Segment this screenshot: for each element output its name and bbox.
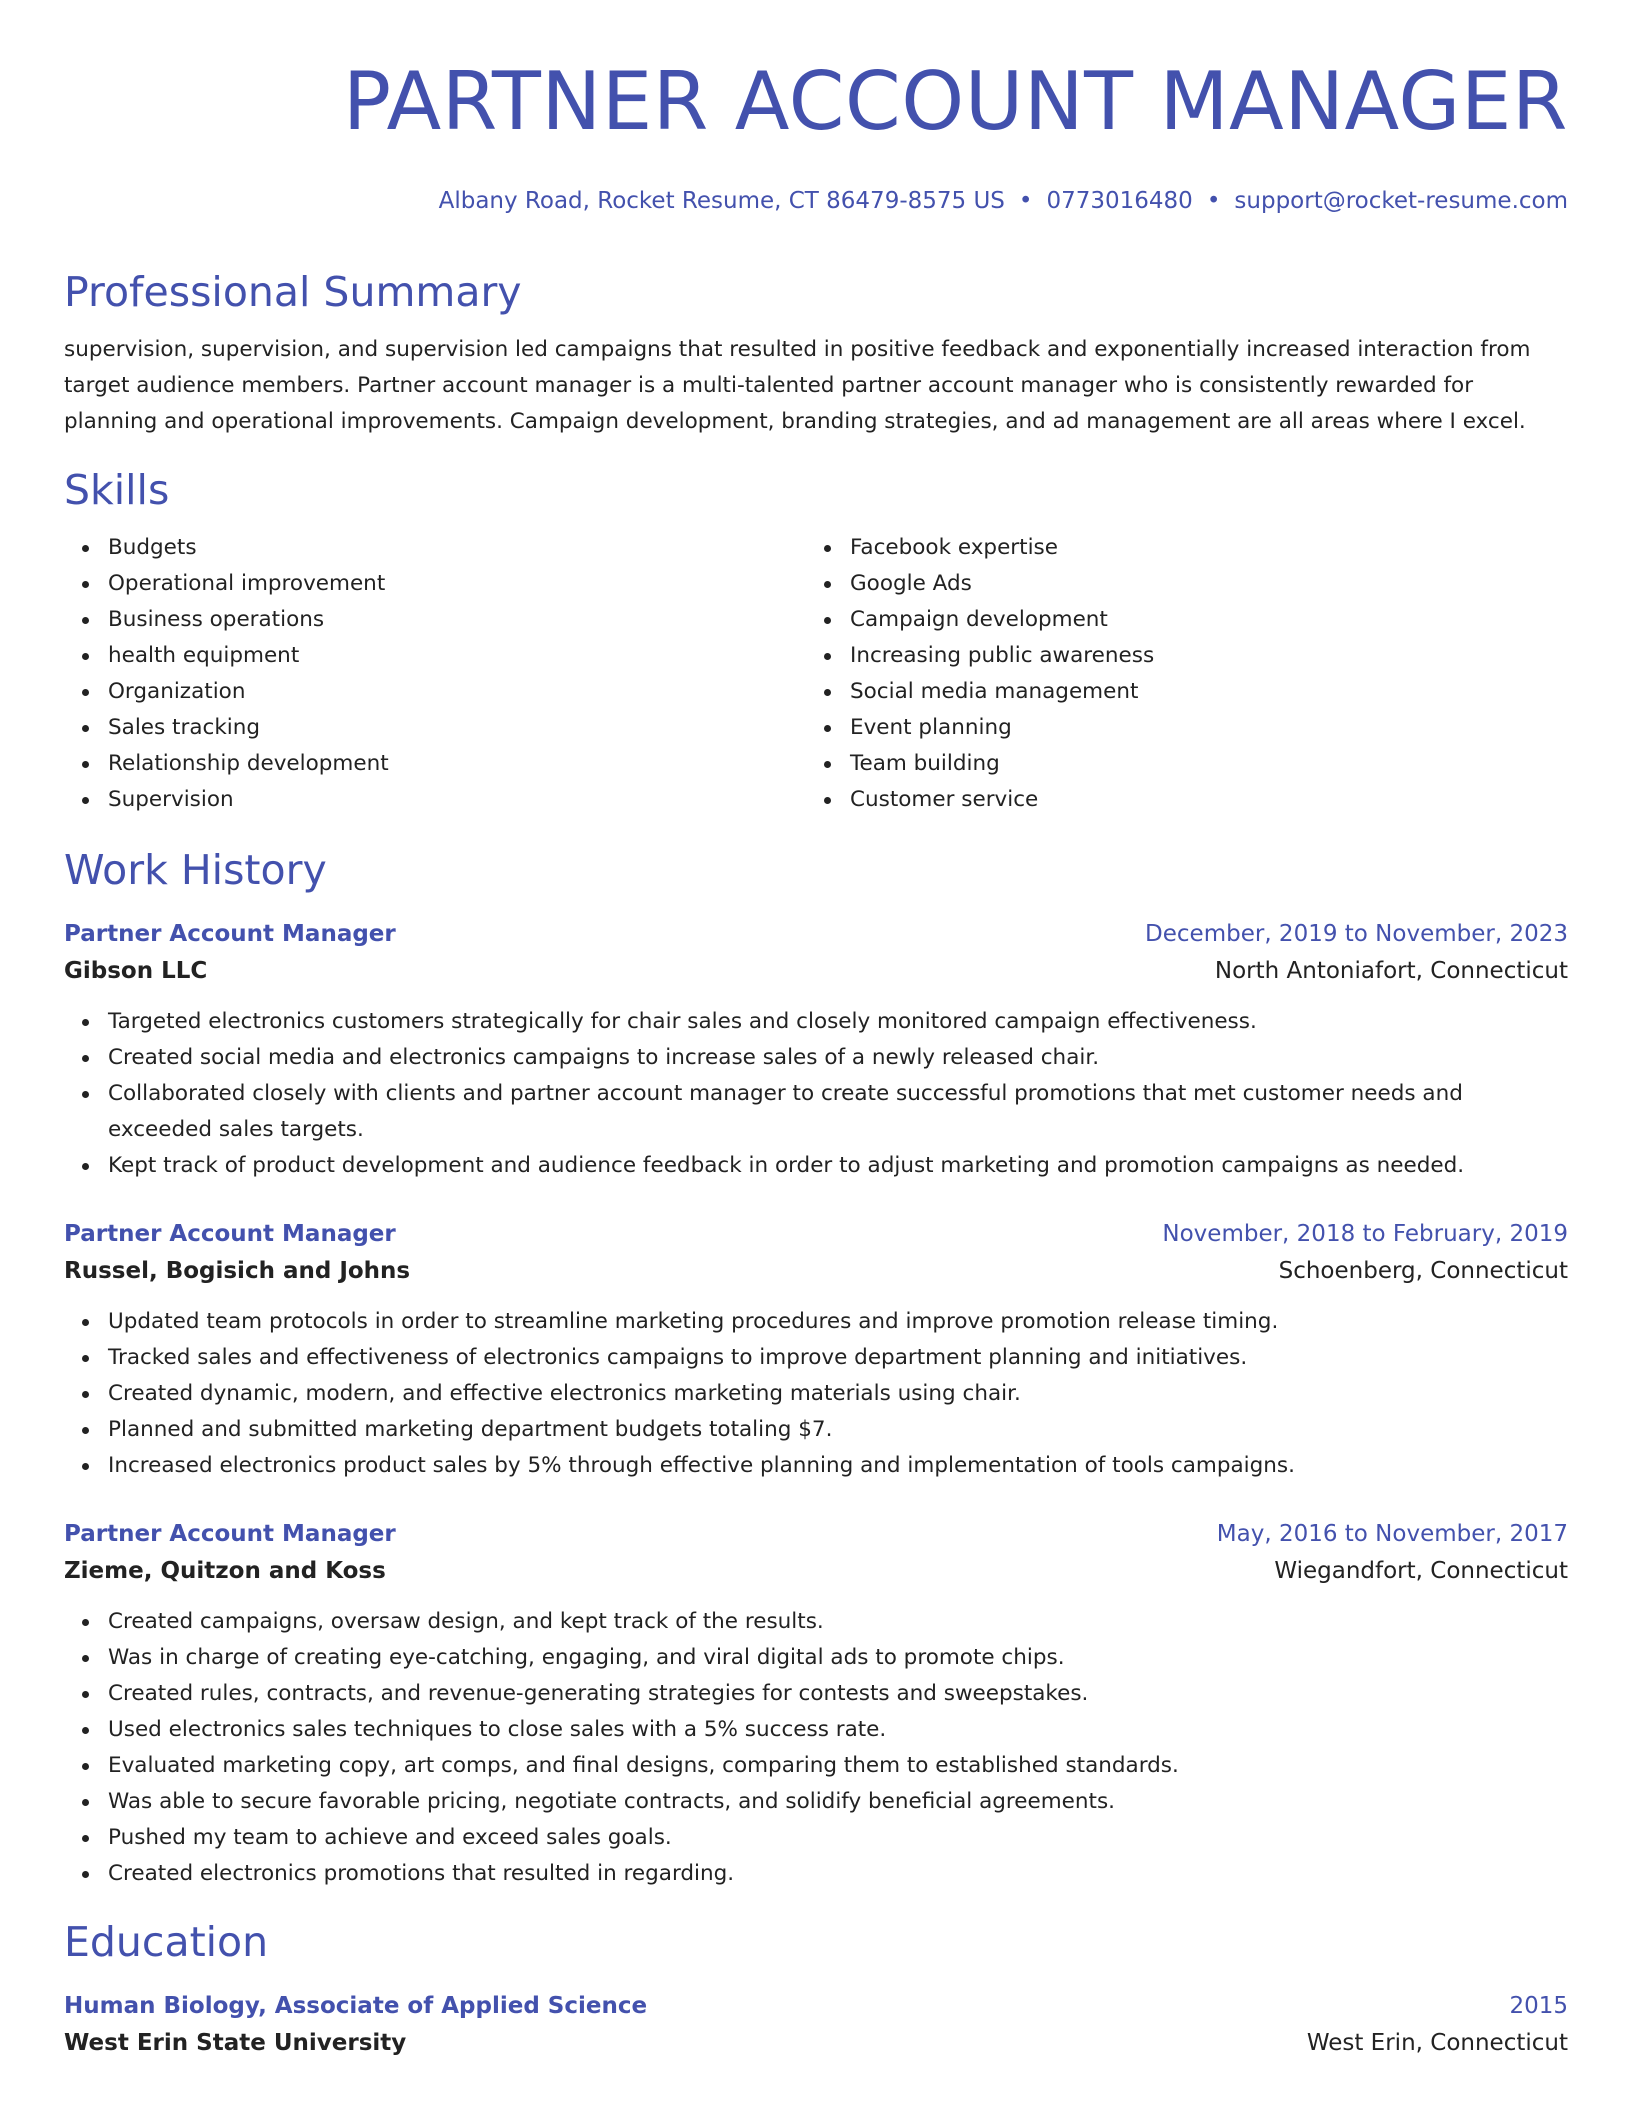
job-bullet: Was in charge of creating eye-catching, engaging, and viral digital ads to promote chips. (108, 1640, 1568, 1676)
job-bullet: Created dynamic, modern, and effective electronics marketing materials using chair. (108, 1376, 1568, 1412)
job-location: Wiegandfort, Connecticut (1274, 1558, 1568, 1584)
job-bullet: Used electronics sales techniques to close sales with a 5% success rate. (108, 1712, 1568, 1748)
resume-header (64, 50, 1568, 218)
contact-separator: • (1018, 188, 1033, 214)
education-header-row (64, 1988, 1568, 2024)
skill-item: Event planning (850, 710, 1548, 746)
job-company-row (64, 952, 1568, 990)
education-year: 2015 (1509, 1993, 1568, 2019)
job-bullet: Evaluated marketing copy, art comps, and final designs, comparing them to established standards. (108, 1748, 1568, 1784)
job-company: Gibson LLC (64, 958, 208, 984)
job-bullet: Collaborated closely with clients and partner account manager to create successful promotions that met customer needs and exceeded sales targets. (108, 1076, 1568, 1148)
contact-address: Albany Road, Rocket Resume, CT 86479-8575 US (438, 188, 1005, 214)
skill-item: Increasing public awareness (850, 638, 1548, 674)
education-degree: Human Biology, Associate of Applied Science (64, 1993, 648, 2019)
job-location: North Antoniafort, Connecticut (1214, 958, 1568, 984)
job-bullet: Kept track of product development and audience feedback in order to adjust marketing and promotion campaigns as needed. (108, 1148, 1568, 1184)
job-header-row (64, 1516, 1568, 1552)
education-school-row (64, 2024, 1568, 2062)
education-section (64, 1916, 1568, 2062)
page-title: PARTNER ACCOUNT MANAGER (342, 55, 1568, 148)
summary-text: supervision, supervision, and supervision led campaigns that resulted in positive feedback and exponentially increased interaction from target audience members. Partner account manager is a multi-talented partner account manager who is consistently rewarded for planning and operational improvements. Campaign development, branding strategies, and ad management are all areas where I excel. (64, 337, 1531, 434)
skill-item: Supervision (108, 782, 806, 818)
skills-column-left (64, 530, 806, 818)
job-entry (64, 1216, 1568, 1484)
job-bullets (64, 1304, 1568, 1484)
skills-section (64, 464, 1568, 818)
job-bullet: Tracked sales and effectiveness of electronics campaigns to improve department planning and initiatives. (108, 1340, 1568, 1376)
education-entry (64, 1988, 1568, 2062)
job-bullet: Pushed my team to achieve and exceed sales goals. (108, 1820, 1568, 1856)
job-dates: May, 2016 to November, 2017 (1216, 1521, 1568, 1547)
job-dates: November, 2018 to February, 2019 (1162, 1221, 1568, 1247)
contact-phone: 0773016480 (1046, 188, 1193, 214)
skill-item: Social media management (850, 674, 1548, 710)
education-school: West Erin State University (64, 2030, 407, 2056)
job-header-row (64, 1216, 1568, 1252)
contact-separator: • (1206, 188, 1221, 214)
education-heading: Education (64, 1918, 269, 1966)
summary-section (64, 266, 1568, 440)
job-title: Partner Account Manager (64, 921, 396, 947)
job-header-row (64, 916, 1568, 952)
skill-item: Budgets (108, 530, 806, 566)
job-entry (64, 916, 1568, 1184)
job-bullet: Increased electronics product sales by 5% through effective planning and implementation of tools campaigns. (108, 1448, 1568, 1484)
job-bullet: Planned and submitted marketing department budgets totaling $7. (108, 1412, 1568, 1448)
skill-item: Operational improvement (108, 566, 806, 602)
job-entry (64, 1516, 1568, 1892)
skills-column-right (806, 530, 1548, 818)
skill-item: Facebook expertise (850, 530, 1548, 566)
skill-item: Business operations (108, 602, 806, 638)
job-bullet: Was able to secure favorable pricing, negotiate contracts, and solidify beneficial agreements. (108, 1784, 1568, 1820)
job-bullet: Created electronics promotions that resulted in regarding. (108, 1856, 1568, 1892)
skill-item: Sales tracking (108, 710, 806, 746)
contact-email: support@rocket-resume.com (1234, 188, 1568, 214)
job-bullet: Updated team protocols in order to streamline marketing procedures and improve promotion release timing. (108, 1304, 1568, 1340)
job-bullet: Targeted electronics customers strategically for chair sales and closely monitored campaign effectiveness. (108, 1004, 1568, 1040)
job-bullets (64, 1604, 1568, 1892)
job-company-row (64, 1552, 1568, 1590)
work-history-heading: Work History (64, 846, 327, 894)
job-bullet: Created rules, contracts, and revenue-generating strategies for contests and sweepstakes. (108, 1676, 1568, 1712)
contact-line (64, 184, 1568, 218)
job-title: Partner Account Manager (64, 1521, 396, 1547)
summary-heading: Professional Summary (64, 268, 522, 316)
job-dates: December, 2019 to November, 2023 (1145, 921, 1568, 947)
job-company: Zieme, Quitzon and Koss (64, 1558, 386, 1584)
skills-grid (64, 530, 1568, 818)
skill-item: health equipment (108, 638, 806, 674)
skill-item: Google Ads (850, 566, 1548, 602)
job-company: Russel, Bogisich and Johns (64, 1258, 411, 1284)
job-company-row (64, 1252, 1568, 1290)
skill-item: Customer service (850, 782, 1548, 818)
job-bullets (64, 1004, 1568, 1184)
skills-heading: Skills (64, 466, 170, 514)
education-location: West Erin, Connecticut (1306, 2030, 1568, 2056)
job-location: Schoenberg, Connecticut (1278, 1258, 1568, 1284)
skill-item: Campaign development (850, 602, 1548, 638)
job-bullet: Created social media and electronics campaigns to increase sales of a newly released chair. (108, 1040, 1568, 1076)
job-title: Partner Account Manager (64, 1221, 396, 1247)
work-history-section (64, 844, 1568, 1892)
skill-item: Organization (108, 674, 806, 710)
job-bullet: Created campaigns, oversaw design, and kept track of the results. (108, 1604, 1568, 1640)
skill-item: Team building (850, 746, 1548, 782)
skill-item: Relationship development (108, 746, 806, 782)
